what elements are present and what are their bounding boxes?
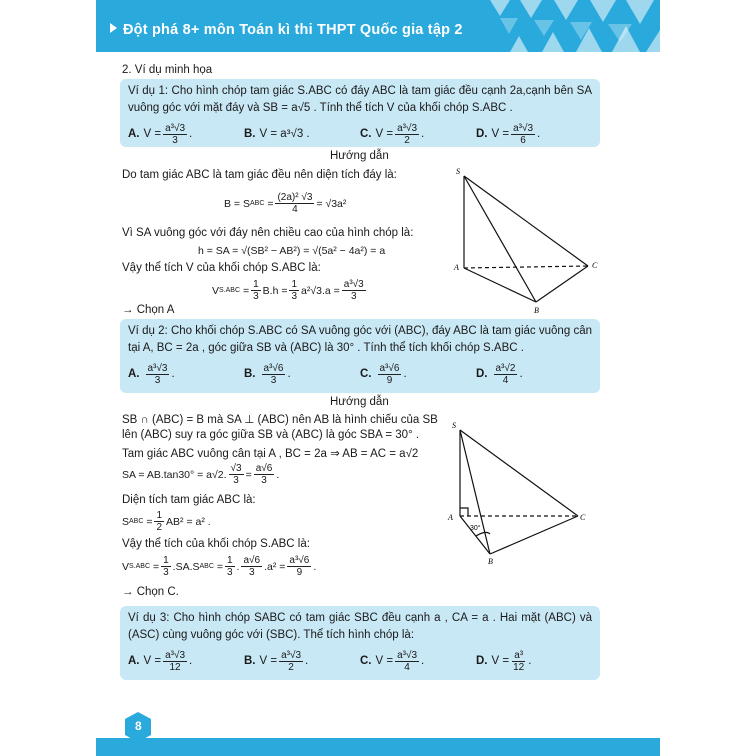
- solution-2-line-3: Tam giác ABC vuông cân tại A , BC = 2a ⇒ AB = AC = a√2: [122, 448, 419, 460]
- option-d[interactable]: D. V = $\frac{\text{a³}}{12}$ .: [476, 650, 532, 673]
- solution-2-eq-3: V S.ABC = $\frac{1}{3}$ .SA.S ABC = $\frac{1}{3}$ . $\frac{a√6}{3}$ .a² = $\frac{\text{a³√6}}{9}$ .: [122, 555, 317, 578]
- arrow-icon: [110, 23, 117, 33]
- example-3-options: [128, 650, 592, 673]
- solution-1-line-1: Do tam giác ABC là tam giác đều nên diện tích đáy là:: [122, 169, 397, 181]
- solution-1-line-2: Vì SA vuông góc với đáy nên chiều cao của hình chóp là:: [122, 227, 414, 239]
- fig2-angle-label: 30°: [470, 525, 481, 532]
- solution-1-eq-3: V S.ABC = $\frac{1}{3}$ B.h = $\frac{1}{3}$ a²√3.a = $\frac{\text{a³√3}}{3}$: [212, 279, 364, 302]
- example-2-options: [128, 363, 592, 386]
- example-1-box: [120, 79, 600, 147]
- fig1-label-c: C: [592, 261, 598, 270]
- pyramid-figure-1: [452, 166, 604, 316]
- page-number: 8: [135, 719, 142, 733]
- example-2-box: [120, 319, 600, 393]
- example-3-box: [120, 606, 600, 680]
- example-2-text: Ví dụ 2: Cho khối chóp S.ABC có SA vuông góc với (ABC), đáy ABC là tam giác vuông cân tại A, BC = 2a , góc giữa SB và (ABC) là 30° . Tính thể tích khối chóp S.ABC .: [128, 325, 592, 354]
- solution-1-eq-1: B = S ABC = $\frac{\text{(2a)² √3}}{4}$ = √3a²: [224, 192, 347, 215]
- option-b[interactable]: B. V = $\frac{\text{a³√3}}{2}$ .: [244, 650, 309, 673]
- solution-2-line-2: lên (ABC) suy ra góc giữa SB và (ABC) là góc SBA = 30° .: [122, 429, 420, 441]
- fig2-label-a: A: [448, 513, 453, 522]
- solution-1-eq-2: h = SA = √(SB² − AB²) = √(5a² − 4a²) = a: [198, 245, 386, 257]
- header-banner: [96, 0, 660, 52]
- solution-1-answer: → Chọn A: [122, 304, 175, 316]
- fig2-label-c: C: [580, 513, 586, 522]
- fig2-label-s: S: [452, 421, 456, 430]
- option-c[interactable]: C. V = $\frac{\text{a³√3}}{4}$ .: [360, 650, 425, 673]
- option-a[interactable]: A. V = $\frac{\text{a³√3}}{12}$ .: [128, 650, 193, 673]
- solution-2-line-5: Vậy thể tích của khối chóp S.ABC là:: [122, 538, 310, 550]
- example-1-text: Ví dụ 1: Cho hình chóp tam giác S.ABC có đáy ABC là tam giác đều cạnh 2a,cạnh bên SA vuông góc với mặt đáy và SB = a√5 . Tính thể tích V của khối chóp S.ABC .: [128, 85, 592, 114]
- solution-1-line-3: Vậy thể tích V của khối chóp S.ABC là:: [122, 262, 321, 274]
- solution-2-heading: Hướng dẫn: [330, 396, 389, 408]
- section-title: 2. Ví dụ minh họa: [122, 64, 213, 76]
- option-a[interactable]: A. $\frac{\text{a³√3}}{3}$ .: [128, 363, 175, 386]
- fig1-label-b: B: [534, 306, 539, 315]
- solution-2-eq-1: SA = AB.tan30° = a√2. $\frac{√3}{3}$ = $\frac{a√6}{3}$ .: [122, 463, 280, 486]
- option-c[interactable]: C. V = $\frac{\text{a³√3}}{2}$ .: [360, 123, 425, 146]
- pyramid-figure-2: [446, 418, 592, 568]
- option-d[interactable]: D. V = $\frac{\text{a³√3}}{6}$ .: [476, 123, 541, 146]
- solution-2-line-1: SB ∩ (ABC) = B mà SA ⊥ (ABC) nên AB là hình chiếu của SB: [122, 414, 438, 426]
- option-c[interactable]: C. $\frac{\text{a³√6}}{9}$ .: [360, 363, 407, 386]
- example-1-options: [128, 123, 592, 146]
- solution-1-heading: Hướng dẫn: [330, 150, 389, 162]
- fig1-label-a: A: [454, 263, 459, 272]
- footer-bar: [96, 738, 660, 756]
- header-title: Đột phá 8+ môn Toán kì thi THPT Quốc gia tập 2: [110, 22, 463, 38]
- fig1-label-s: S: [456, 167, 460, 176]
- option-d[interactable]: D. $\frac{\text{a³√2}}{4}$ .: [476, 363, 523, 386]
- fig2-label-b: B: [488, 557, 493, 566]
- option-b[interactable]: B. V = a³√3 .: [244, 128, 310, 140]
- option-a[interactable]: A. V = $\frac{\text{a³√3}}{3}$ .: [128, 123, 193, 146]
- option-b[interactable]: B. $\frac{\text{a³√6}}{3}$ .: [244, 363, 291, 386]
- solution-2-line-4: Diện tích tam giác ABC là:: [122, 494, 256, 506]
- example-3-text: Ví dụ 3: Cho hình chóp SABC có tam giác SBC đều cạnh a , CA = a . Hai mặt (ABC) và (ASC) cùng vuông góc với (SBC). Thể tích hình chóp là:: [128, 612, 592, 641]
- triangle-pattern-icon: [470, 0, 660, 52]
- solution-2-eq-2: S ABC = $\frac{1}{2}$ AB² = a² .: [122, 510, 211, 533]
- solution-2-answer: → Chọn C.: [122, 586, 179, 598]
